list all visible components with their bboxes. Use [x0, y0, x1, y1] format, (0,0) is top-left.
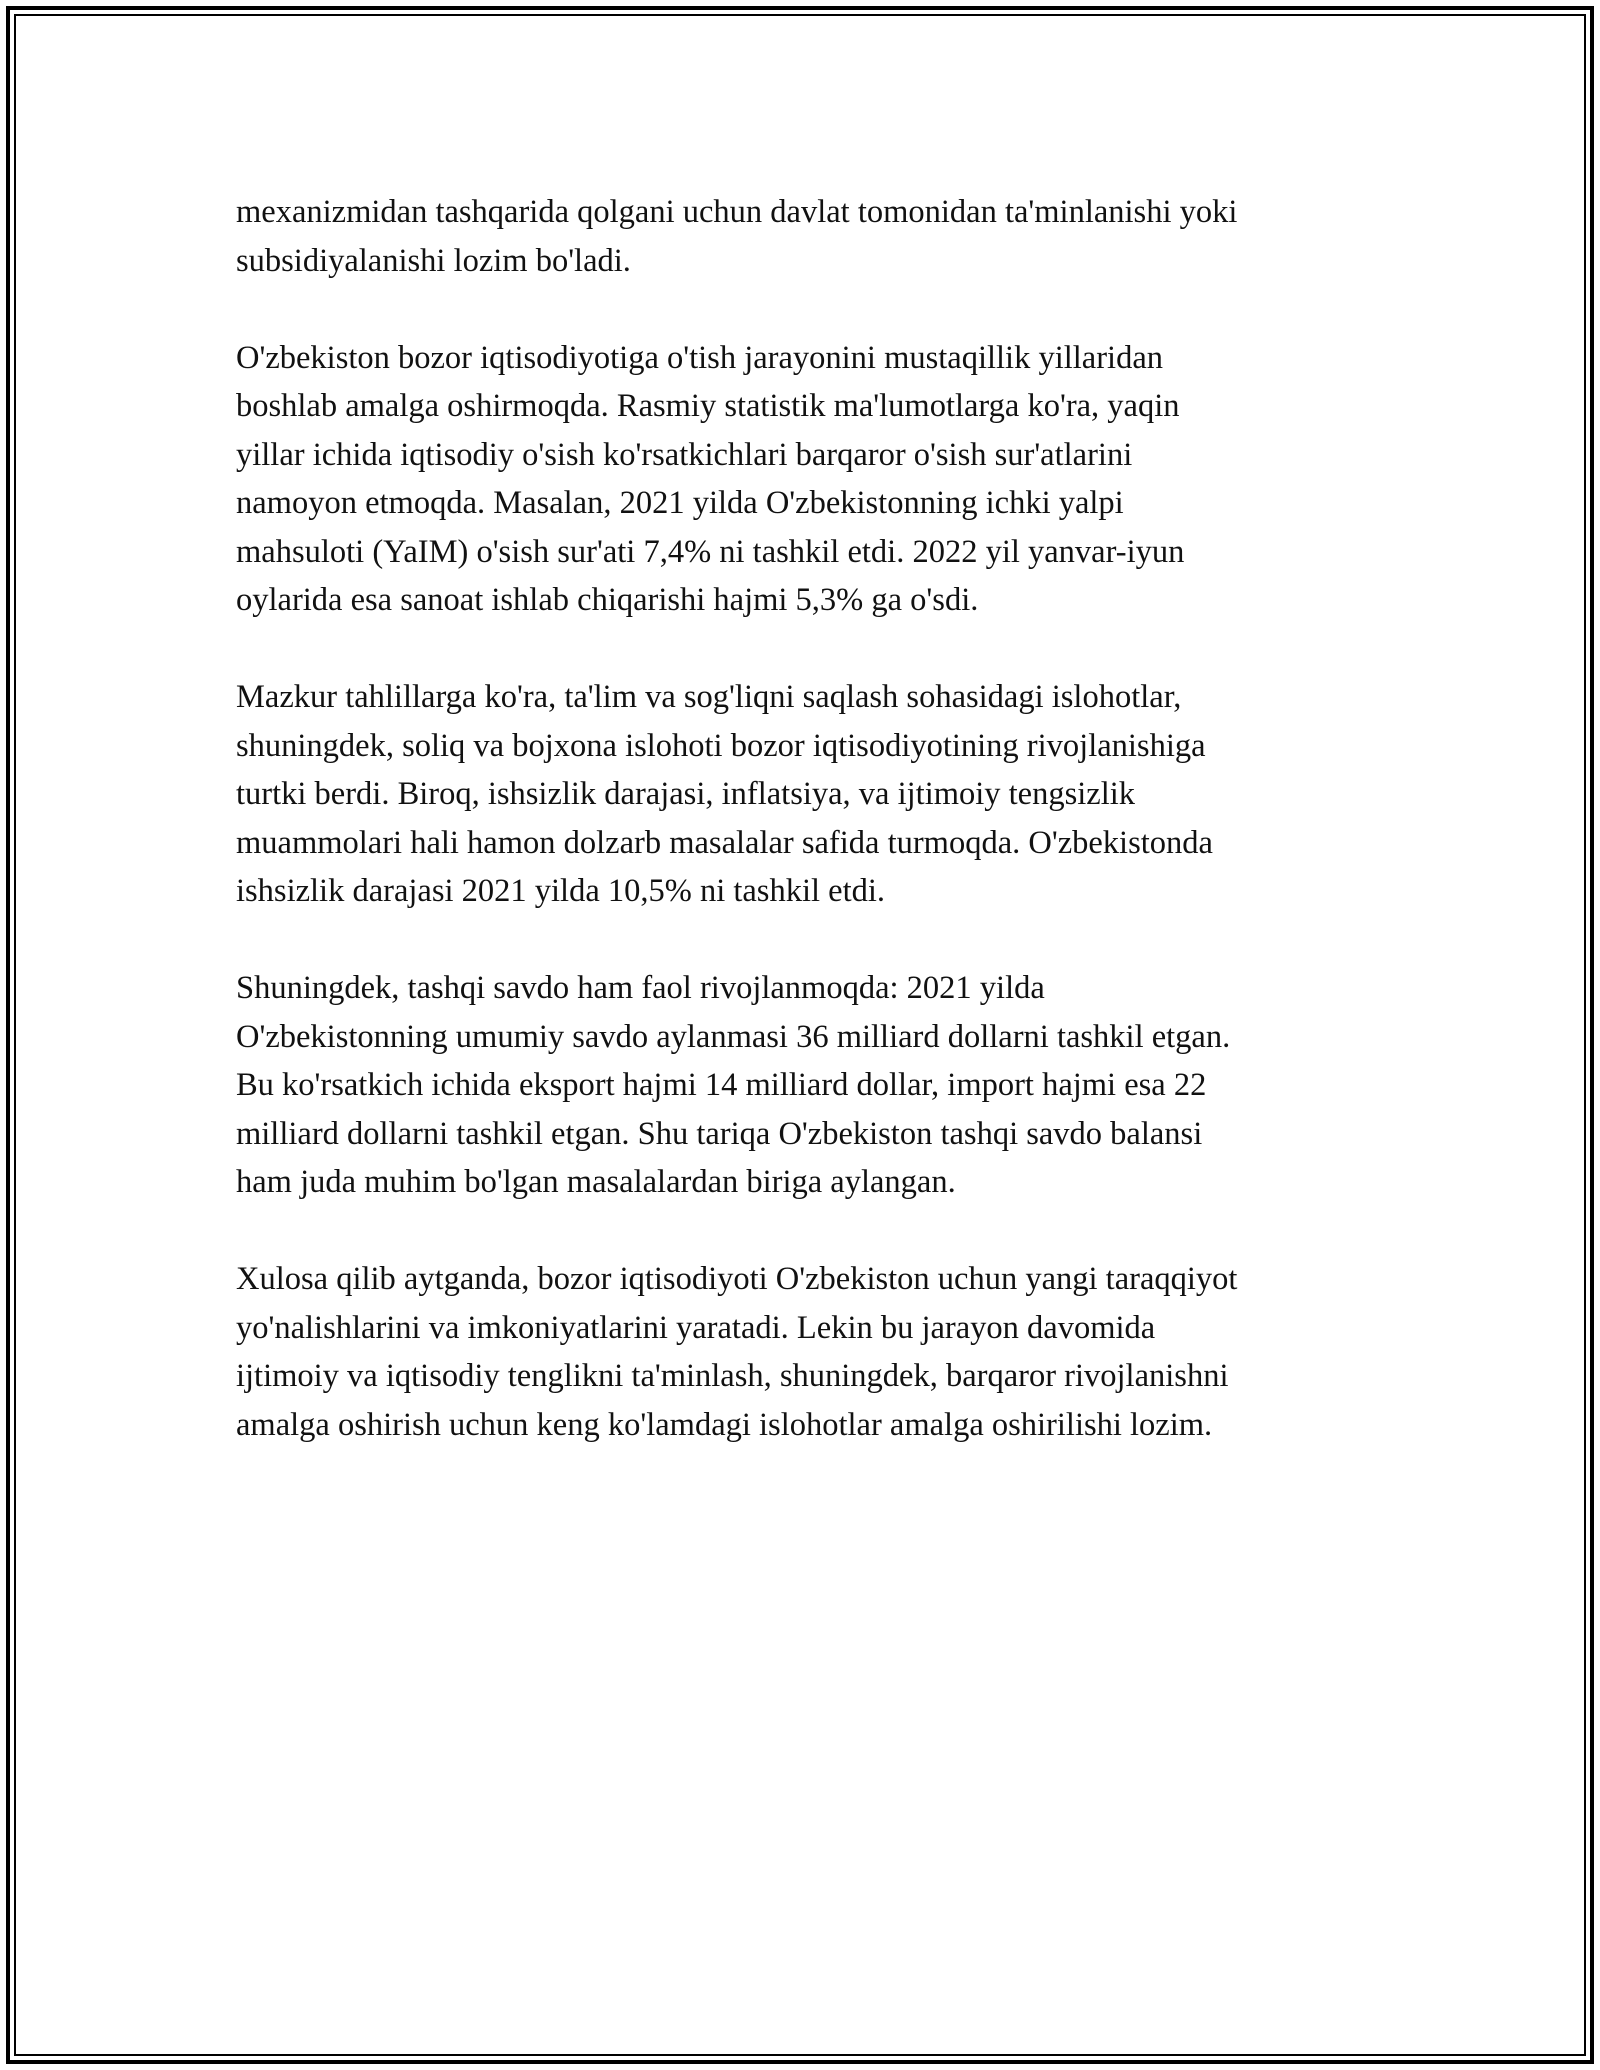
text-line: mexanizmidan tashqarida qolgani uchun davlat tomonidan ta'minlanishi yoki — [236, 194, 1238, 230]
text-line: oylarida esa sanoat ishlab chiqarishi hajmi 5,3% ga o'sdi. — [236, 582, 979, 618]
text-line: boshlab amalga oshirmoqda. Rasmiy statistik ma'lumotlarga ko'ra, yaqin — [236, 388, 1180, 424]
text-line: Mazkur tahlillarga ko'ra, ta'lim va sog'liqni saqlash sohasidagi islohotlar, — [236, 679, 1182, 715]
text-line: ishsizlik darajasi 2021 yilda 10,5% ni tashkil etdi. — [236, 873, 886, 909]
text-line: Bu ko'rsatkich ichida eksport hajmi 14 milliard dollar, import hajmi esa 22 — [236, 1067, 1207, 1103]
text-line: milliard dollarni tashkil etgan. Shu tariqa O'zbekiston tashqi savdo balansi — [236, 1115, 1203, 1152]
text-line: ham juda muhim bo'lgan masalalardan biriga aylangan. — [236, 1164, 956, 1200]
text-line: ijtimoiy va iqtisodiy tenglikni ta'minlash, shuningdek, barqaror rivojlanishni — [236, 1358, 1229, 1394]
text-line: Xulosa qilib aytganda, bozor iqtisodiyoti O'zbekiston uchun yangi taraqqiyot — [236, 1261, 1238, 1297]
text-line: muammolari hali hamon dolzarb masalalar safida turmoqda. O'zbekistonda — [236, 824, 1213, 861]
text-line: mahsuloti (YaIM) o'sish sur'ati 7,4% ni tashkil etdi. 2022 yil yanvar-iyun — [236, 533, 1185, 570]
paragraph-5 — [236, 1255, 1376, 1449]
text-line: subsidiyalanishi lozim bo'ladi. — [236, 242, 631, 279]
paragraph-1 — [236, 188, 1376, 285]
text-line: O'zbekistonning umumiy savdo aylanmasi 36 milliard dollarni tashkil etgan. — [236, 1018, 1231, 1055]
text-line: O'zbekiston bozor iqtisodiyotiga o'tish jarayonini mustaqillik yillaridan — [236, 339, 1163, 376]
text-line: namoyon etmoqda. Masalan, 2021 yilda O'zbekistonning ichki yalpi — [236, 485, 1124, 521]
text-line: yo'nalishlarini va imkoniyatlarini yaratadi. Lekin bu jarayon davomida — [236, 1309, 1156, 1346]
document-body — [236, 188, 1376, 1498]
paragraph-4 — [236, 964, 1376, 1207]
text-line: amalga oshirish uchun keng ko'lamdagi islohotlar amalga oshirilishi lozim. — [236, 1406, 1213, 1443]
paragraph-2 — [236, 334, 1376, 625]
paragraph-3 — [236, 673, 1376, 916]
text-line: yillar ichida iqtisodiy o'sish ko'rsatkichlari barqaror o'sish sur'atlarini — [236, 436, 1133, 473]
text-line: Shuningdek, tashqi savdo ham faol rivojlanmoqda: 2021 yilda — [236, 970, 1045, 1006]
text-line: shuningdek, soliq va bojxona islohoti bozor iqtisodiyotining rivojlanishiga — [236, 727, 1206, 764]
text-line: turtki berdi. Biroq, ishsizlik darajasi, inflatsiya, va ijtimoiy tengsizlik — [236, 776, 1136, 812]
